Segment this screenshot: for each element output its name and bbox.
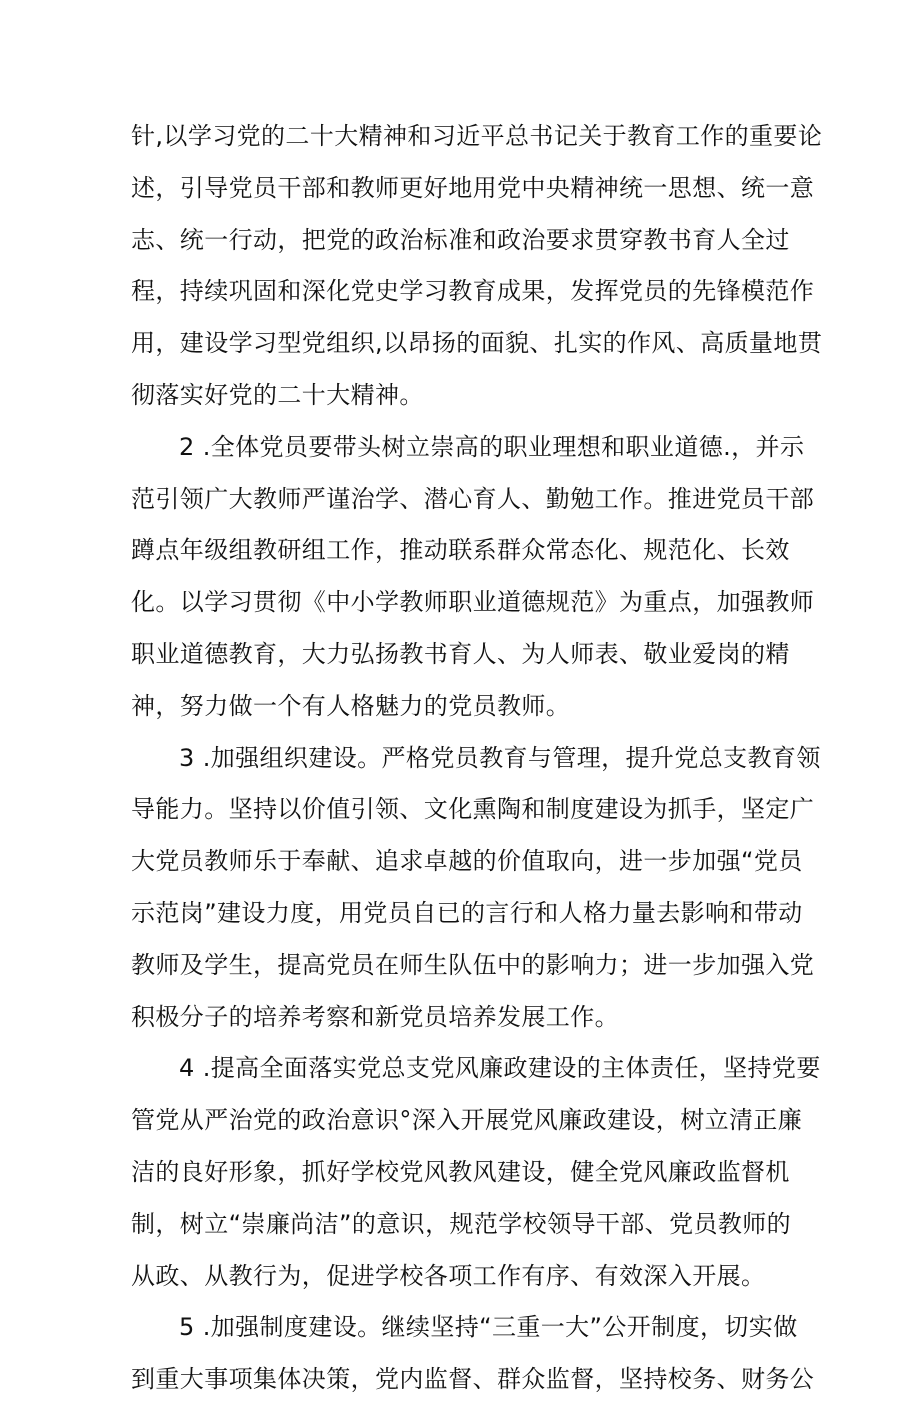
text-line: 神，努力做一个有人格魅力的党员教师。 xyxy=(131,691,571,720)
text-line: 职业道德教育，大力弘扬教书育人、为人师表、敬业爱岗的精 xyxy=(131,639,790,668)
text-line: 示范岗”建设力度，用党员自已的言行和人格力量去影响和带动 xyxy=(131,898,803,927)
text-line: 彻落实好党的二十大精神。 xyxy=(131,380,424,409)
text-line: 制，树立“崇廉尚洁”的意识，规范学校领导干部、党员教师的 xyxy=(131,1209,792,1238)
text-line: 范引领广大教师严谨治学、潜心育人、勤勉工作。推进党员干部 xyxy=(131,484,815,513)
document-body xyxy=(131,111,823,1406)
text-line: 管党从严治党的政治意识°深入开展党风廉政建设，树立清正廉 xyxy=(131,1106,803,1135)
text-line: 大党员教师乐于奉献、追求卓越的价值取向，进一步加强“党员 xyxy=(131,847,803,876)
text-line: 程，持续巩固和深化党史学习教育成果，发挥党员的先锋模范作 xyxy=(131,277,815,306)
text-line: 洁的良好形象，抓好学校党风教风建设，健全党风廉政监督机 xyxy=(131,1157,790,1186)
text-line: 5 .加强制度建设。继续坚持“三重一大”公开制度，切实做 xyxy=(179,1313,798,1342)
text-line: 2 .全体党员要带头树立崇高的职业理想和职业道德.，并示 xyxy=(179,432,805,461)
text-line: 导能力。坚持以价值引领、文化熏陶和制度建设为抓手，坚定广 xyxy=(131,795,815,824)
text-line: 志、统一行动，把党的政治标准和政治要求贯穿教书育人全过 xyxy=(131,225,790,254)
paragraph-item-5 xyxy=(131,1302,815,1406)
paragraph-item-4 xyxy=(131,1043,821,1302)
paragraph-item-2 xyxy=(131,422,815,733)
text-line: 述，引导党员干部和教师更好地用党中央精神统一思想、统一意 xyxy=(131,173,815,202)
text-line: 针,以学习党的二十大精神和习近平总书记关于教育工作的重要论 xyxy=(131,122,823,150)
text-line: 3 .加强组织建设。严格党员教育与管理，提升党总支教育领 xyxy=(179,743,821,772)
text-line: 积极分子的培养考察和新党员培养发展工作。 xyxy=(131,1002,619,1031)
text-line: 从政、从教行为，促进学校各项工作有序、有效深入开展。 xyxy=(131,1261,766,1290)
text-line: 到重大事项集体决策，党内监督、群众监督，坚持校务、财务公 xyxy=(131,1365,815,1394)
text-line: 教师及学生，提高党员在师生队伍中的影响力；进一步加强入党 xyxy=(131,950,815,979)
paragraph-continuation xyxy=(131,111,823,422)
text-line: 化。以学习贯彻《中小学教师职业道德规范》为重点，加强教师 xyxy=(131,588,815,617)
text-line: 4 .提高全面落实党总支党风廉政建设的主体责任，坚持党要 xyxy=(179,1054,821,1083)
text-line: 用，建设学习型党组织,以昂扬的面貌、扎实的作风、高质量地贯 xyxy=(131,329,823,358)
text-line: 蹲点年级组教研组工作，推动联系群众常态化、规范化、长效 xyxy=(131,536,790,565)
paragraph-item-3 xyxy=(131,733,821,1044)
